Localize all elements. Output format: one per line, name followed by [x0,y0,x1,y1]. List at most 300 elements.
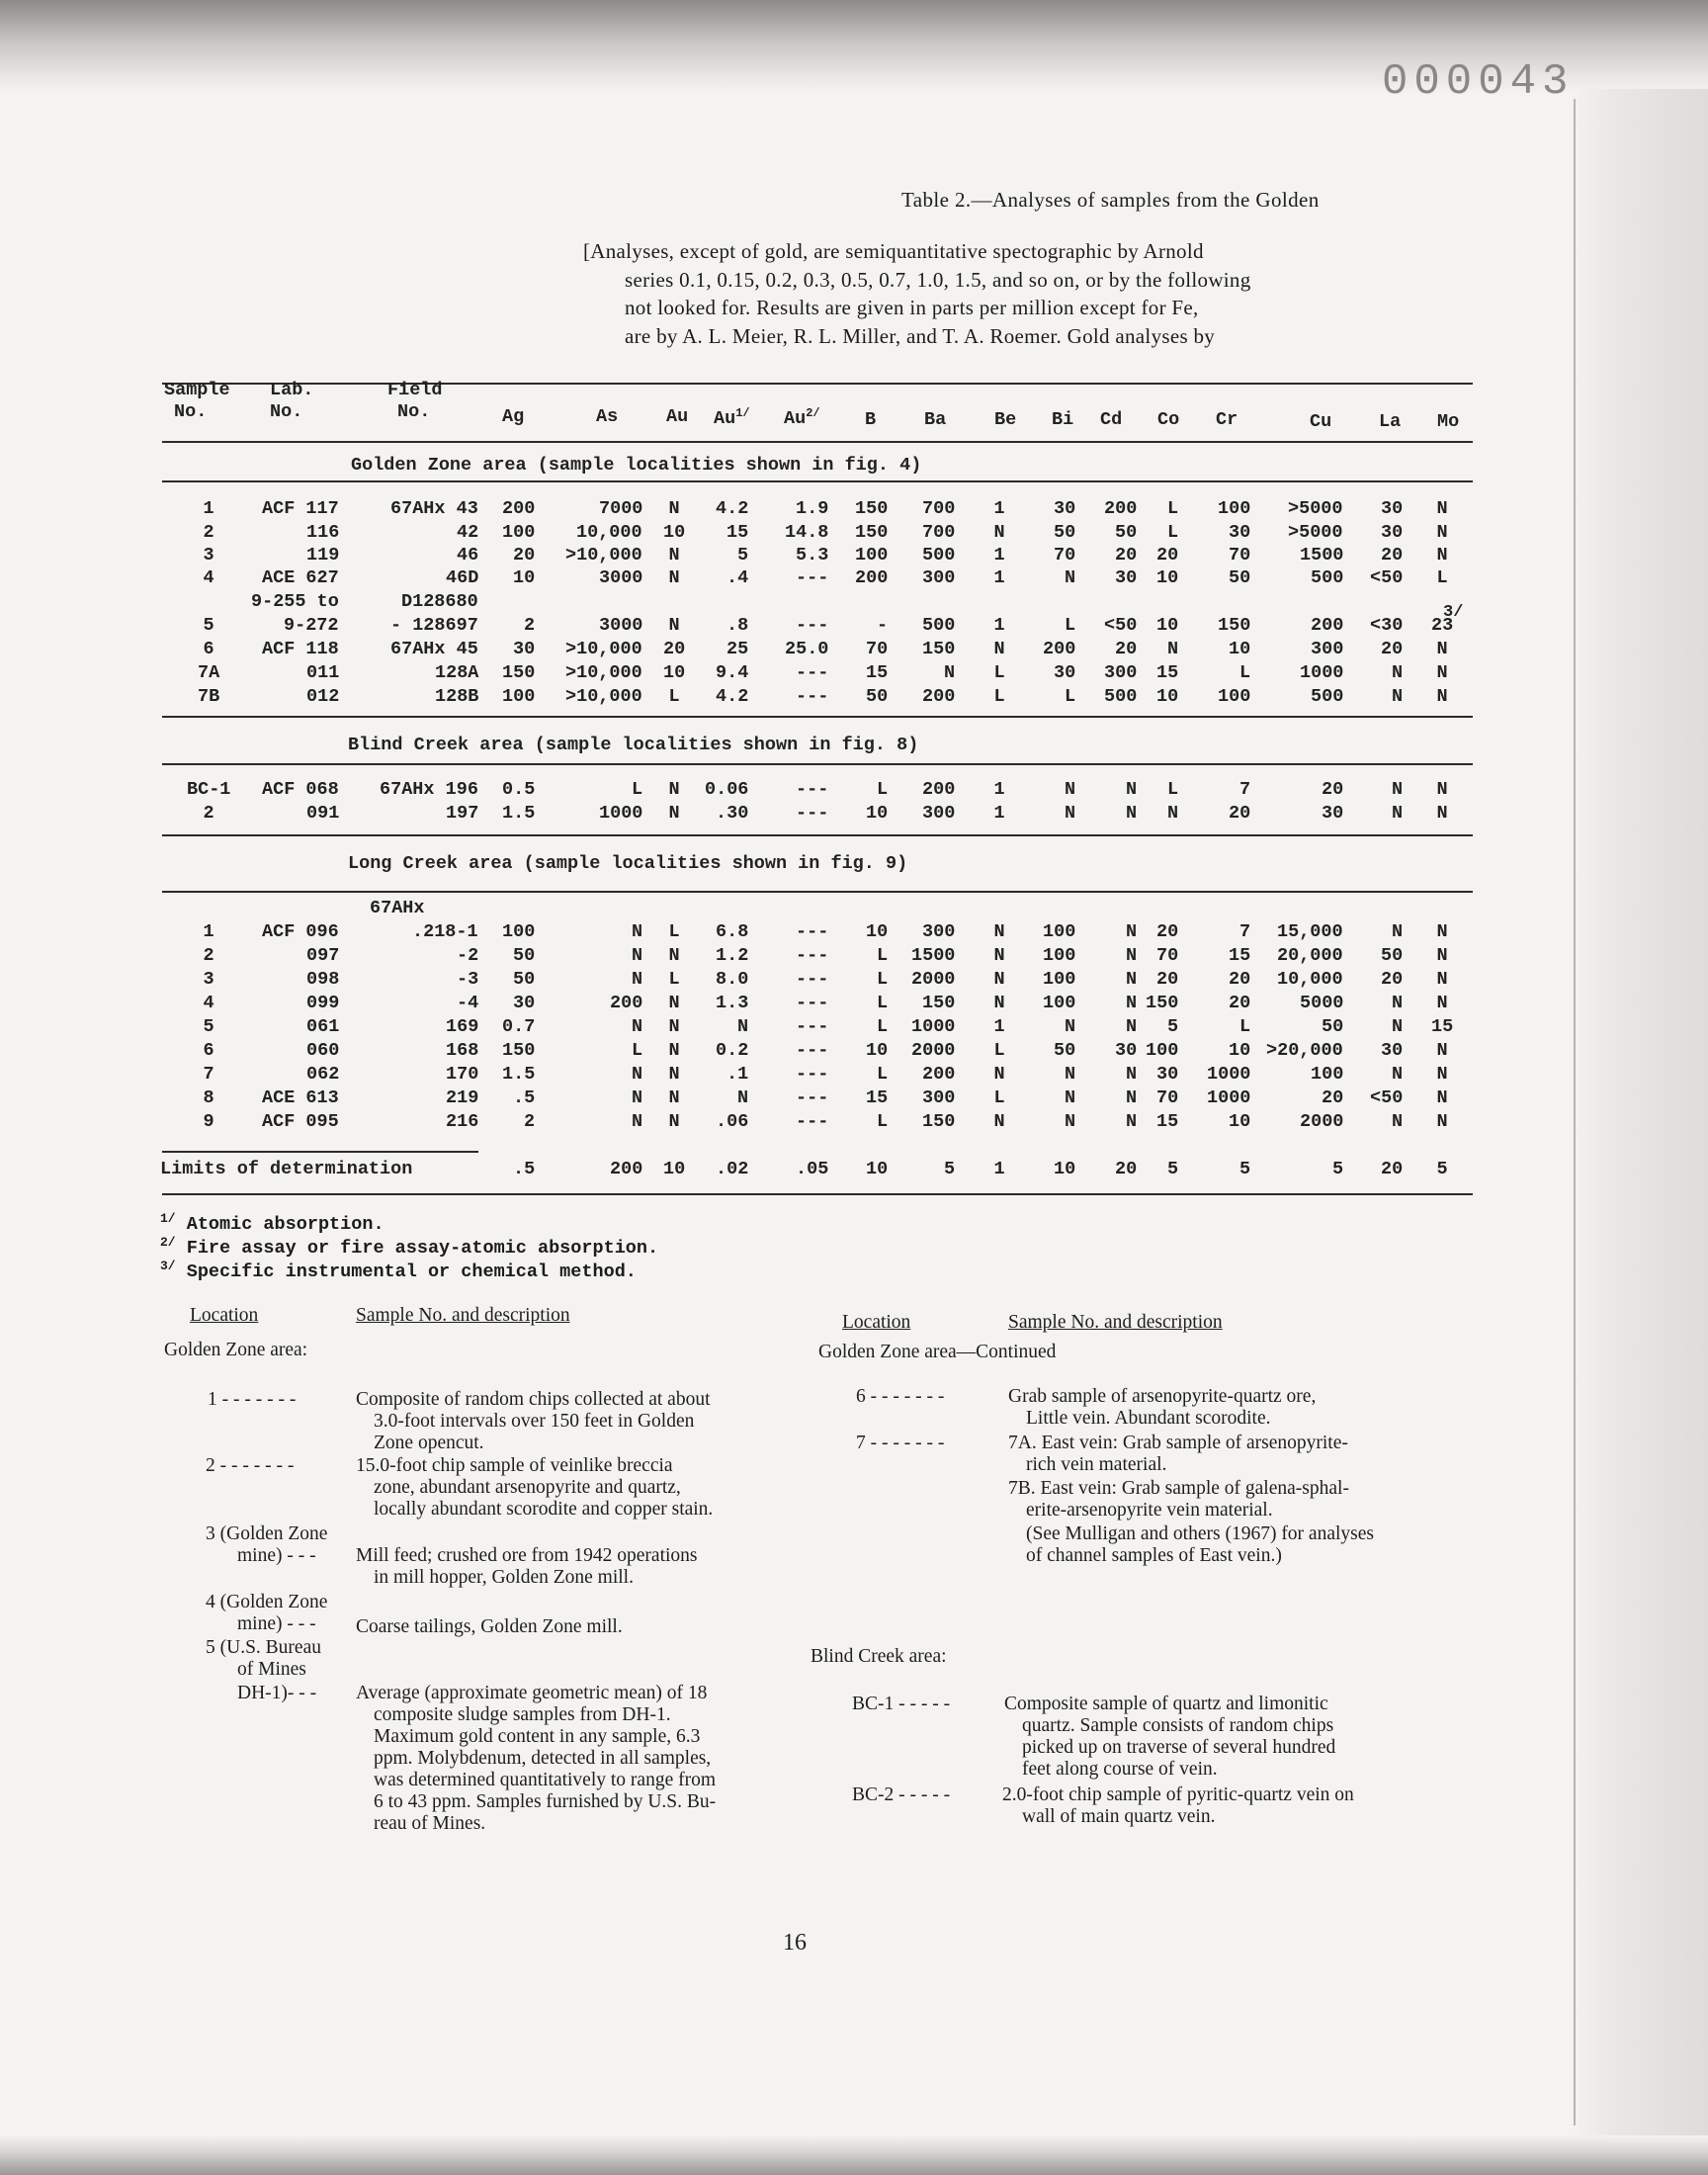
long-table-cell: N [668,1016,680,1037]
golden-table-cell: N [1436,686,1448,707]
long-table-cell: N [993,993,1005,1013]
header-footnote-mark: 1/ [735,406,750,420]
long-table-cell: L [993,1088,1005,1108]
blind-table-cell: .30 [716,803,749,824]
golden-table-cell: 3000 [599,615,643,636]
golden-table-cell: 15 [726,522,749,543]
golden-table-cell: 50 [1115,522,1138,543]
long-table-cell: --- [796,1040,829,1061]
golden-table-cell: 4.2 [716,686,749,707]
golden-table-cell: >10,000 [565,545,642,566]
golden-table-cell: 2 [524,615,536,636]
golden-table-cell: N [1436,498,1448,519]
golden-table-cell: - 128697 [390,615,478,636]
golden-table-cell: 128A [435,662,479,683]
golden-table-cell: 10 [1229,639,1251,659]
long-table-cell: 10,000 [1277,969,1343,990]
description-text: in mill hopper, Golden Zone mill. [374,1567,634,1588]
description-text: of channel samples of East vein.) [1026,1545,1282,1566]
long-table-cell: >20,000 [1266,1040,1343,1061]
long-table-cell: L [1239,1016,1251,1037]
golden-table-cell: L [1239,662,1251,683]
long-table-cell: 200 [610,993,643,1013]
long-table-cell: N [1436,993,1448,1013]
golden-table-cell: 300 [1311,639,1344,659]
golden-table-cell: 10 [1156,567,1179,588]
long-table-cell: L [877,1016,889,1037]
description-text: picked up on traverse of several hundred [1022,1737,1336,1758]
long-table-cell: 1500 [911,945,956,966]
golden-table-cell: 70 [1229,545,1251,566]
blind-table-cell: 1 [993,803,1005,824]
golden-table-cell: 150 [922,639,956,659]
golden-table-cell: 116 [306,522,340,543]
golden-table-cell: L [668,686,680,707]
long-table-cell: 15 [1229,945,1251,966]
section-heading-golden: Golden Zone area (sample localities shown in fig. 4) [351,455,922,476]
golden-table-cell: L [1167,498,1179,519]
golden-table-cell: 200 [502,498,536,519]
golden-table-cell: 15 [866,662,889,683]
long-table-cell: ACE 613 [262,1088,339,1108]
header-element: Ag [502,406,525,427]
long-table-cell: N [1436,921,1448,942]
blind-table-cell: N [1065,803,1076,824]
golden-table-cell: L [1065,686,1076,707]
blind-table-cell: N [1392,779,1404,800]
golden-table-cell: 70 [1054,545,1076,566]
blind-table-cell: N [668,803,680,824]
golden-table-cell: 30 [1229,522,1251,543]
blind-table-cell: 30 [1322,803,1344,824]
golden-table-cell: 700 [922,522,956,543]
long-table-cell: 10 [1229,1040,1251,1061]
long-table-cell: 169 [446,1016,479,1037]
header-element: Cr [1216,409,1238,430]
long-table-cell: 3 [203,969,214,990]
golden-table-cell: L [1436,567,1448,588]
limits-cell: 10 [1054,1159,1076,1179]
long-table-cell: N [993,1111,1005,1132]
blind-table-cell: 1 [993,779,1005,800]
limits-cell: .5 [513,1159,536,1179]
long-table-cell: --- [796,945,829,966]
footnote [160,1235,658,1259]
golden-table-cell: N [993,522,1005,543]
golden-table-cell: N [668,545,680,566]
blind-table-cell: N [668,779,680,800]
long-table-cell: 098 [306,969,340,990]
long-table-cell: 5000 [1300,993,1344,1013]
golden-table-cell: 5.3 [796,545,829,566]
location-label: 1 - - - - - - - [208,1389,297,1410]
golden-table-cell: 10 [1156,615,1179,636]
long-table-cell: N [668,993,680,1013]
golden-table-cell: 50 [866,686,889,707]
long-table-cell: N [1392,993,1404,1013]
blind-table-cell: BC-1 [187,779,231,800]
long-table-cell: 15 [1431,1016,1454,1037]
golden-table-cell: 20 [1156,545,1179,566]
long-table-cell: N [1126,945,1138,966]
golden-table-cell: 10 [663,522,686,543]
blind-table-cell: 67AHx 196 [380,779,478,800]
limits-cell: 5 [1167,1159,1179,1179]
long-table-cell: 50 [513,945,536,966]
golden-table-cell: 150 [1218,615,1251,636]
limits-label: Limits of determination [160,1159,413,1179]
blind-section-rule [162,763,1473,765]
golden-table-cell: 300 [1104,662,1138,683]
blind-table-cell: L [632,779,643,800]
long-table-cell: 1 [993,1016,1005,1037]
long-table-cell: ACF 096 [262,921,339,942]
long-table-cell: 300 [922,921,956,942]
description-text: Maximum gold content in any sample, 6.3 [374,1726,701,1747]
limits-cell: .02 [716,1159,749,1179]
long-table-cell: 30 [1156,1064,1179,1085]
long-table-cell: N [737,1088,749,1108]
golden-table-cell: 100 [855,545,889,566]
long-table-cell: --- [796,969,829,990]
long-table-cell: 50 [1322,1016,1344,1037]
golden-table-cell: >10,000 [565,639,642,659]
golden-table-cell: 10 [1156,686,1179,707]
column-heading-location: Location [842,1312,911,1333]
blind-table-cell: ACF 068 [262,779,339,800]
golden-table-cell: 20 [1115,639,1138,659]
footnote-mark: 1/ [160,1211,176,1226]
description-text: Zone opencut. [374,1433,484,1453]
description-text: composite sludge samples from DH-1. [374,1704,671,1725]
long-table-cell: --- [796,1088,829,1108]
headnote-line: series 0.1, 0.15, 0.2, 0.3, 0.5, 0.7, 1.0, 1.5, and so on, or by the following [625,267,1251,292]
limits-cell: .05 [796,1159,829,1179]
golden-table-cell: 012 [306,686,340,707]
golden-table-cell: 1 [993,567,1005,588]
golden-table-cell: 7B [198,686,220,707]
long-table-cell: 1.2 [716,945,749,966]
long-table-cell: L [877,945,889,966]
long-table-cell: 20 [1156,921,1179,942]
header-element: Cu [1310,411,1332,432]
long-table-cell: 100 [1043,921,1076,942]
golden-table-cell: 14.8 [785,522,829,543]
footnote [160,1259,637,1282]
long-table-cell: N [668,1064,680,1085]
headnote-line: are by A. L. Meier, R. L. Miller, and T. A. Roemer. Gold analyses by [625,323,1216,348]
golden-table-cell: 500 [1104,686,1138,707]
golden-table-cell: N [668,498,680,519]
long-table-cell: .218-1 [412,921,478,942]
long-table-cell: 100 [1311,1064,1344,1085]
description-text: Grab sample of arsenopyrite-quartz ore, [1008,1386,1317,1407]
golden-table-cell: 1 [993,615,1005,636]
golden-table-cell: N [668,567,680,588]
header-element: Mo [1437,411,1460,432]
golden-table-cell: 100 [502,522,536,543]
long-table-cell: N [632,1016,643,1037]
long-table-cell: N [632,969,643,990]
golden-table-cell: 128B [435,686,479,707]
golden-table-cell: 1500 [1300,545,1344,566]
long-table-cell: 1000 [911,1016,956,1037]
headnote-line: not looked for. Results are given in parts per million except for Fe, [625,296,1199,319]
golden-table-cell: 50 [1054,522,1076,543]
golden-table-cell: --- [796,567,829,588]
golden-table-cell: L [993,662,1005,683]
long-table-cell: 097 [306,945,340,966]
description-text: quartz. Sample consists of random chips [1022,1715,1334,1736]
blind-table-cell: 0.06 [705,779,749,800]
long-table-cell: 50 [1054,1040,1076,1061]
blind-table-cell: 1.5 [502,803,536,824]
description-text: reau of Mines. [374,1813,486,1834]
long-table-cell: 6 [203,1040,214,1061]
golden-table-cell: 200 [855,567,889,588]
long-table-cell: N [1065,1088,1076,1108]
blind-table-cell: 7 [1239,779,1251,800]
golden-table-cell: N [1436,639,1448,659]
long-table-cell: N [632,1088,643,1108]
location-label: 6 - - - - - - - [856,1386,945,1407]
blind-table-cell: N [1167,803,1179,824]
golden-table-cell: 200 [1104,498,1138,519]
location-label: BC-1 - - - - - [852,1694,951,1714]
description-text: 15.0-foot chip sample of veinlike breccia [356,1455,673,1476]
long-table-cell: L [993,1040,1005,1061]
limits-cell: 5 [1239,1159,1251,1179]
long-table-cell: 20 [1156,969,1179,990]
golden-table-cell: 10 [513,567,536,588]
long-table-cell: 219 [446,1088,479,1108]
long-table-cell: 70 [1156,1088,1179,1108]
long-table-cell: 20 [1229,969,1251,990]
long-table-cell: 10 [1229,1111,1251,1132]
long-table-cell: N [1436,945,1448,966]
table-top-rule [162,383,1473,385]
location-label: mine) - - - [237,1545,316,1566]
golden-table-cell: 25 [726,639,749,659]
long-table-cell: 1000 [1207,1088,1251,1108]
golden-table-cell: 20 [1381,545,1404,566]
description-text: zone, abundant arsenopyrite and quartz, [374,1477,681,1498]
limits-cell: 10 [663,1159,686,1179]
header-lab: No. [270,401,303,422]
long-table-cell: N [632,1064,643,1085]
description-text: Composite of random chips collected at about [356,1389,711,1410]
limits-cell: 5 [1436,1159,1448,1179]
long-table-cell: 20 [1381,969,1404,990]
golden-table-cell: 1000 [1300,662,1344,683]
long-table-cell: 100 [1043,993,1076,1013]
long-table-cell: L [877,1111,889,1132]
long-table-cell: 2000 [911,969,956,990]
long-table-cell: N [1126,969,1138,990]
location-label: 5 (U.S. Bureau [206,1637,321,1658]
location-label: 3 (Golden Zone [206,1523,328,1544]
long-table-cell: 20,000 [1277,945,1343,966]
long-table-cell: --- [796,1111,829,1132]
description-text: 7A. East vein: Grab sample of arsenopyrite- [1008,1433,1348,1453]
header-element-text: Au [714,408,736,430]
golden-table-cell: N [668,615,680,636]
description-text: 7B. East vein: Grab sample of galena-sphal- [1008,1478,1349,1499]
location-label: BC-2 - - - - - [852,1784,951,1805]
golden-table-cell: N [993,639,1005,659]
long-table-cell: N [993,921,1005,942]
golden-table-cell: >10,000 [565,662,642,683]
golden-table-cell: 100 [1218,498,1251,519]
long-table-cell: N [1126,1064,1138,1085]
limits-cell: 5 [1332,1159,1344,1179]
long-table-cell: 061 [306,1016,340,1037]
golden-table-cell: 42 [457,522,479,543]
blind-table-cell: 300 [922,803,956,824]
golden-table-cell: <50 [1104,615,1138,636]
golden-table-cell: 25.0 [785,639,829,659]
long-table-cell: N [1436,1064,1448,1085]
long-table-cell: 10 [866,921,889,942]
blind-table-cell: N [1436,803,1448,824]
long-table-cell: --- [796,1016,829,1037]
footnote [160,1211,384,1235]
column-heading-sample: Sample No. and description [356,1305,570,1326]
long-table-cell: N [1126,993,1138,1013]
golden-table-cell: 119 [306,545,340,566]
long-table-cell: N [1392,1016,1404,1037]
description-text: was determined quantitatively to range from [374,1770,717,1790]
golden-table-cell: .4 [726,567,749,588]
golden-table-cell: N [1436,522,1448,543]
golden-table-cell: --- [796,686,829,707]
golden-table-cell: 20 [513,545,536,566]
description-text: 2.0-foot chip sample of pyritic-quartz vein on [1002,1784,1354,1805]
golden-table-cell: N [1436,545,1448,566]
golden-table-cell: L [993,686,1005,707]
section-heading-blind: Blind Creek area (sample localities shown in fig. 8) [348,735,919,755]
long-table-cell: 100 [1146,1040,1179,1061]
golden-table-cell: --- [796,615,829,636]
golden-table-cell: 67AHx 43 [390,498,478,519]
long-table-cell: N [1436,969,1448,990]
long-table-cell: N [1065,1064,1076,1085]
golden-table-cell: 20 [1381,639,1404,659]
header-element-text: Au [784,408,807,430]
section-heading-long: Long Creek area (sample localities shown in fig. 9) [348,853,908,874]
long-table-cell: 6.8 [716,921,749,942]
field-prefix: 67AHx [370,898,425,918]
long-table-cell: 5 [1167,1016,1179,1037]
golden-table-cell: --- [796,662,829,683]
golden-table-cell: 4.2 [716,498,749,519]
golden-table-cell: 100 [502,686,536,707]
description-text: Mill feed; crushed ore from 1942 operations [356,1545,698,1566]
area-heading: Golden Zone area: [164,1340,308,1360]
table-bottom-rule [162,1193,1473,1195]
blind-table-cell: 20 [1322,779,1344,800]
golden-table-cell: 9-272 [284,615,339,636]
long-table-cell: 0.7 [502,1016,536,1037]
long-table-cell: 1000 [1207,1064,1251,1085]
golden-table-cell: 2 [203,522,214,543]
long-table-cell: .06 [716,1111,749,1132]
blind-table-cell: N [1392,803,1404,824]
long-table-cell: N [993,969,1005,990]
blind-table-cell: 197 [446,803,479,824]
long-table-cell: L [877,1064,889,1085]
limits-cell: 20 [1381,1159,1404,1179]
long-table-cell: N [632,921,643,942]
golden-table-cell: N [1392,686,1404,707]
header-bottom-rule [162,441,1473,443]
long-table-cell: L [877,969,889,990]
long-table-cell: N [1065,1016,1076,1037]
description-text: 3.0-foot intervals over 150 feet in Golden [374,1411,695,1432]
golden-table-cell: 1 [203,498,214,519]
long-table-cell: <50 [1370,1088,1404,1108]
long-table-cell: N [668,1088,680,1108]
scan-bottom-shadow [0,2135,1708,2175]
blind-table-cell: 200 [922,779,956,800]
golden-table-cell: ACE 627 [262,567,339,588]
section-divider-rule [162,834,1473,836]
footnote-mark: 3/ [160,1259,176,1273]
long-table-cell: 7 [1239,921,1251,942]
golden-table-cell: ACF 117 [262,498,339,519]
golden-table-cell: 1.9 [796,498,829,519]
long-table-cell: 15 [1156,1111,1179,1132]
blind-table-cell: 1000 [599,803,643,824]
golden-table-cell: 1 [993,545,1005,566]
description-text: Little vein. Abundant scorodite. [1026,1408,1271,1429]
golden-table-cell: N [1436,662,1448,683]
blind-table-cell: N [1436,779,1448,800]
long-table-cell: 060 [306,1040,340,1061]
long-table-cell: 1.5 [502,1064,536,1085]
blind-table-cell: 10 [866,803,889,824]
long-table-cell: N [1436,1111,1448,1132]
header-lab: Lab. [270,380,314,400]
header-element [714,406,750,429]
long-table-cell: 2 [203,945,214,966]
long-table-cell: N [668,945,680,966]
long-table-cell: N [1436,1040,1448,1061]
golden-table-cell: 9-255 to [251,591,339,612]
blind-table-cell: L [1167,779,1179,800]
long-table-cell: 8 [203,1088,214,1108]
long-table-cell: 168 [446,1040,479,1061]
description-text: (See Mulligan and others (1967) for analyses [1026,1523,1374,1544]
header-field: Field [387,380,443,400]
long-table-cell: N [1392,1111,1404,1132]
long-table-cell: 15,000 [1277,921,1343,942]
long-table-cell: 170 [446,1064,479,1085]
header-sample: Sample [164,380,230,400]
long-table-cell: -3 [457,969,479,990]
limits-cell: 10 [866,1159,889,1179]
golden-table-cell: 150 [855,522,889,543]
blind-table-cell: N [1126,803,1138,824]
golden-table-cell: D128680 [401,591,478,612]
description-text: feet along course of vein. [1022,1759,1218,1780]
blind-table-cell: L [877,779,889,800]
header-field: No. [397,401,431,422]
long-table-cell: L [632,1040,643,1061]
table-title: Table 2.—Analyses of samples from the Golden [901,188,1320,212]
header-element: Cd [1100,409,1123,430]
long-table-cell: 100 [502,921,536,942]
